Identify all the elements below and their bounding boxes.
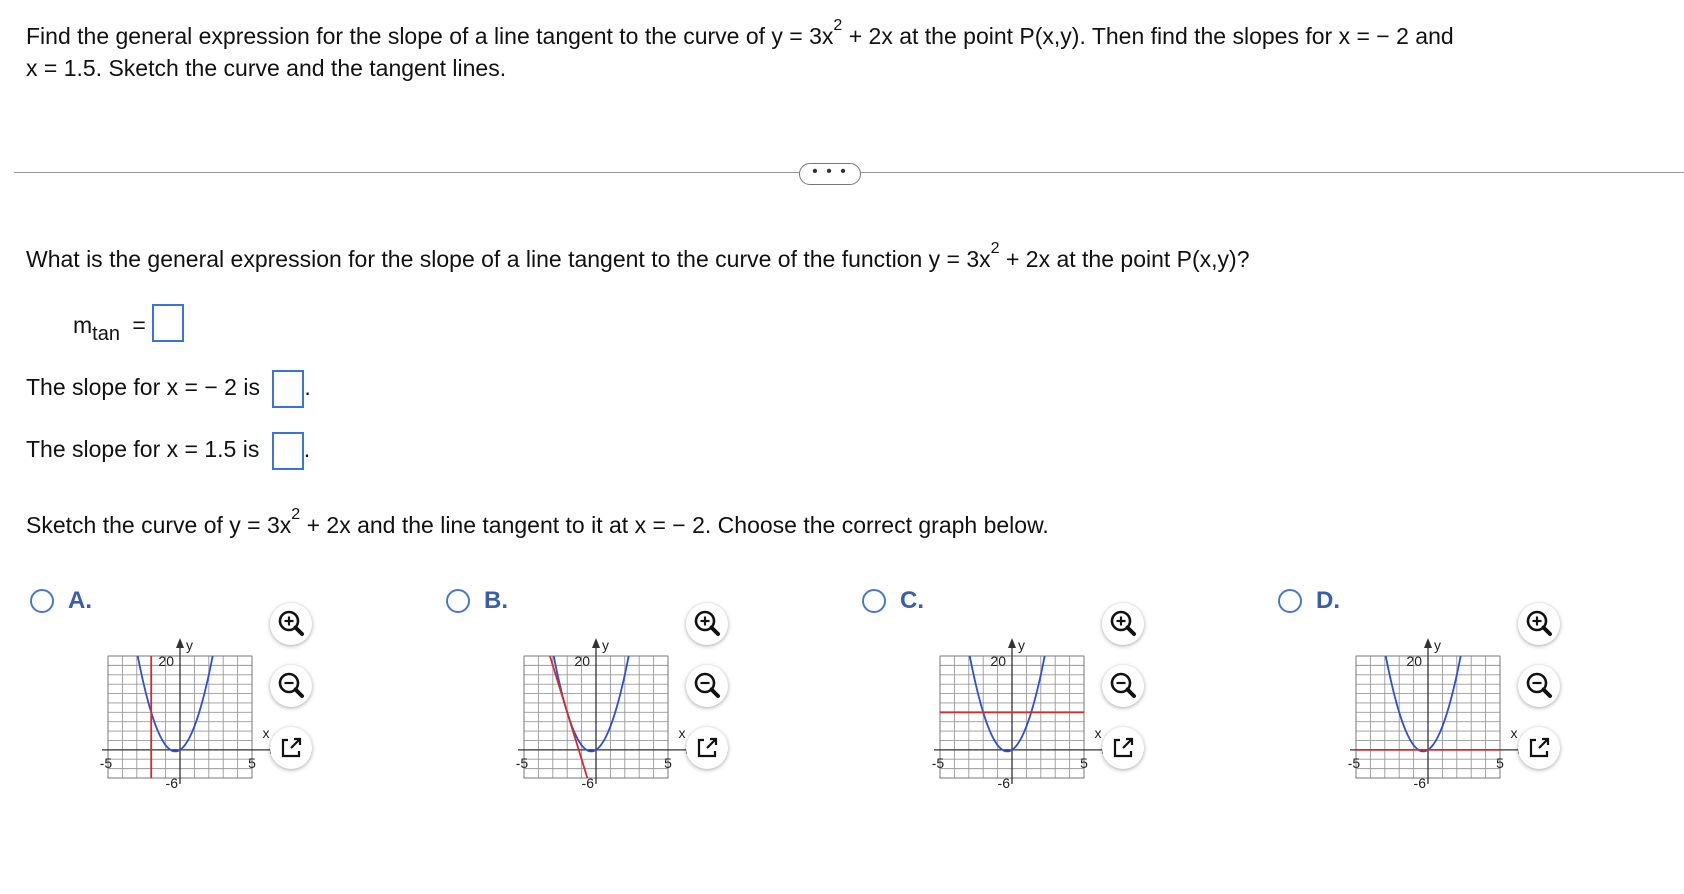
y-max-tick-label: 20	[574, 653, 590, 669]
radio-button[interactable]	[446, 589, 470, 613]
y-max-tick-label: 20	[990, 653, 1006, 669]
y-axis-label: y	[186, 637, 193, 653]
popout-icon	[1102, 727, 1144, 769]
problem-statement	[26, 17, 1454, 50]
popout-icon	[270, 727, 312, 769]
x-min-tick-label: -5	[1347, 754, 1361, 771]
y-axis-label: y	[602, 637, 609, 653]
sketch-part-b: + 2x and the line tangent to it at x = − 2. Choose the correct graph below.	[300, 512, 1049, 538]
y-axis-label: y	[1434, 637, 1441, 653]
option-a	[30, 584, 440, 824]
radio-button[interactable]	[1278, 589, 1302, 613]
popout-button[interactable]	[686, 727, 728, 769]
graph-wrapper	[908, 634, 1112, 804]
zoom-out-icon	[1518, 665, 1560, 707]
x-axis-label: x	[262, 724, 270, 741]
question-text	[26, 240, 1250, 273]
radio-button[interactable]	[862, 589, 886, 613]
y-min-tick-label: -6	[581, 775, 594, 791]
popout-icon	[686, 727, 728, 769]
y-axis-label: y	[1018, 637, 1025, 653]
slope1-suffix: .	[304, 374, 311, 401]
zoom-in-icon	[270, 603, 312, 645]
x-min-tick-label: -5	[931, 754, 945, 771]
sketch-part-a: Sketch the curve of y = 3x	[26, 512, 292, 538]
zoom-out-button[interactable]	[1102, 665, 1144, 707]
x-max-tick-label: 5	[1496, 754, 1504, 771]
option-b	[446, 584, 856, 824]
slope2-row	[26, 432, 310, 470]
sketch-exponent: 2	[291, 506, 301, 523]
popout-button[interactable]	[270, 727, 312, 769]
zoom-in-button[interactable]	[1102, 603, 1144, 645]
problem-line1a: Find the general expression for the slope of a line tangent to the curve of y = 3x	[26, 23, 834, 49]
zoom-in-icon	[686, 603, 728, 645]
graph-wrapper	[1324, 634, 1528, 804]
problem-line1b: + 2x at the point P(x,y). Then find the slopes for x = − 2 and	[842, 23, 1454, 49]
slope1-label: The slope for x = − 2 is	[26, 374, 260, 401]
option-letter: C.	[900, 587, 924, 614]
zoom-out-icon	[686, 665, 728, 707]
option-graph[interactable]	[76, 634, 280, 804]
slope1-answer-box[interactable]	[272, 370, 304, 408]
mtan-sub: tan	[92, 323, 120, 346]
y-min-tick-label: -6	[165, 775, 178, 791]
zoom-out-button[interactable]	[686, 665, 728, 707]
graph-wrapper	[492, 634, 696, 804]
option-graph[interactable]	[908, 634, 1112, 804]
sketch-prompt	[26, 506, 1049, 539]
option-letter: B.	[484, 587, 508, 614]
mtan-m: m	[73, 312, 93, 339]
x-min-tick-label: -5	[99, 754, 113, 771]
radio-button[interactable]	[30, 589, 54, 613]
zoom-out-icon	[1102, 665, 1144, 707]
x-max-tick-label: 5	[1080, 754, 1088, 771]
slope2-label: The slope for x = 1.5 is	[26, 436, 260, 463]
option-letter: A.	[68, 587, 92, 614]
zoom-in-icon	[1102, 603, 1144, 645]
problem-exponent: 2	[833, 17, 843, 34]
zoom-in-button[interactable]	[1518, 603, 1560, 645]
more-button[interactable]: • • •	[799, 163, 861, 185]
y-min-tick-label: -6	[997, 775, 1010, 791]
x-max-tick-label: 5	[664, 754, 672, 771]
problem-line2: x = 1.5. Sketch the curve and the tangent lines.	[26, 55, 507, 81]
y-min-tick-label: -6	[1413, 775, 1426, 791]
popout-icon	[1518, 727, 1560, 769]
zoom-in-button[interactable]	[270, 603, 312, 645]
question-exponent: 2	[990, 240, 1000, 257]
slope1-row	[26, 370, 311, 408]
slope2-suffix: .	[303, 436, 311, 463]
option-graph[interactable]	[1324, 634, 1528, 804]
option-graph[interactable]	[492, 634, 696, 804]
mtan-answer-box[interactable]	[152, 304, 184, 342]
y-max-tick-label: 20	[158, 653, 174, 669]
x-axis-label: x	[1510, 724, 1518, 741]
y-axis-arrow	[592, 638, 600, 648]
zoom-out-button[interactable]	[270, 665, 312, 707]
graph-wrapper	[76, 634, 280, 804]
x-min-tick-label: -5	[515, 754, 529, 771]
popout-button[interactable]	[1518, 727, 1560, 769]
option-c	[862, 584, 1272, 824]
popout-button[interactable]	[1102, 727, 1144, 769]
mtan-eq: =	[132, 312, 146, 339]
question-part-a: What is the general expression for the slope of a line tangent to the curve of the function y = 3x	[26, 246, 991, 272]
x-axis-label: x	[1094, 724, 1102, 741]
option-letter: D.	[1316, 587, 1340, 614]
question-part-b: + 2x at the point P(x,y)?	[999, 246, 1250, 272]
option-d	[1278, 584, 1684, 824]
slope2-answer-box[interactable]	[272, 432, 304, 470]
zoom-in-button[interactable]	[686, 603, 728, 645]
y-axis-arrow	[1008, 638, 1016, 648]
mtan-row	[73, 308, 184, 348]
zoom-in-icon	[1518, 603, 1560, 645]
y-axis-arrow	[1424, 638, 1432, 648]
zoom-out-icon	[270, 665, 312, 707]
y-axis-arrow	[176, 638, 184, 648]
x-max-tick-label: 5	[248, 754, 256, 771]
zoom-out-button[interactable]	[1518, 665, 1560, 707]
y-max-tick-label: 20	[1406, 653, 1422, 669]
x-axis-label: x	[678, 724, 686, 741]
